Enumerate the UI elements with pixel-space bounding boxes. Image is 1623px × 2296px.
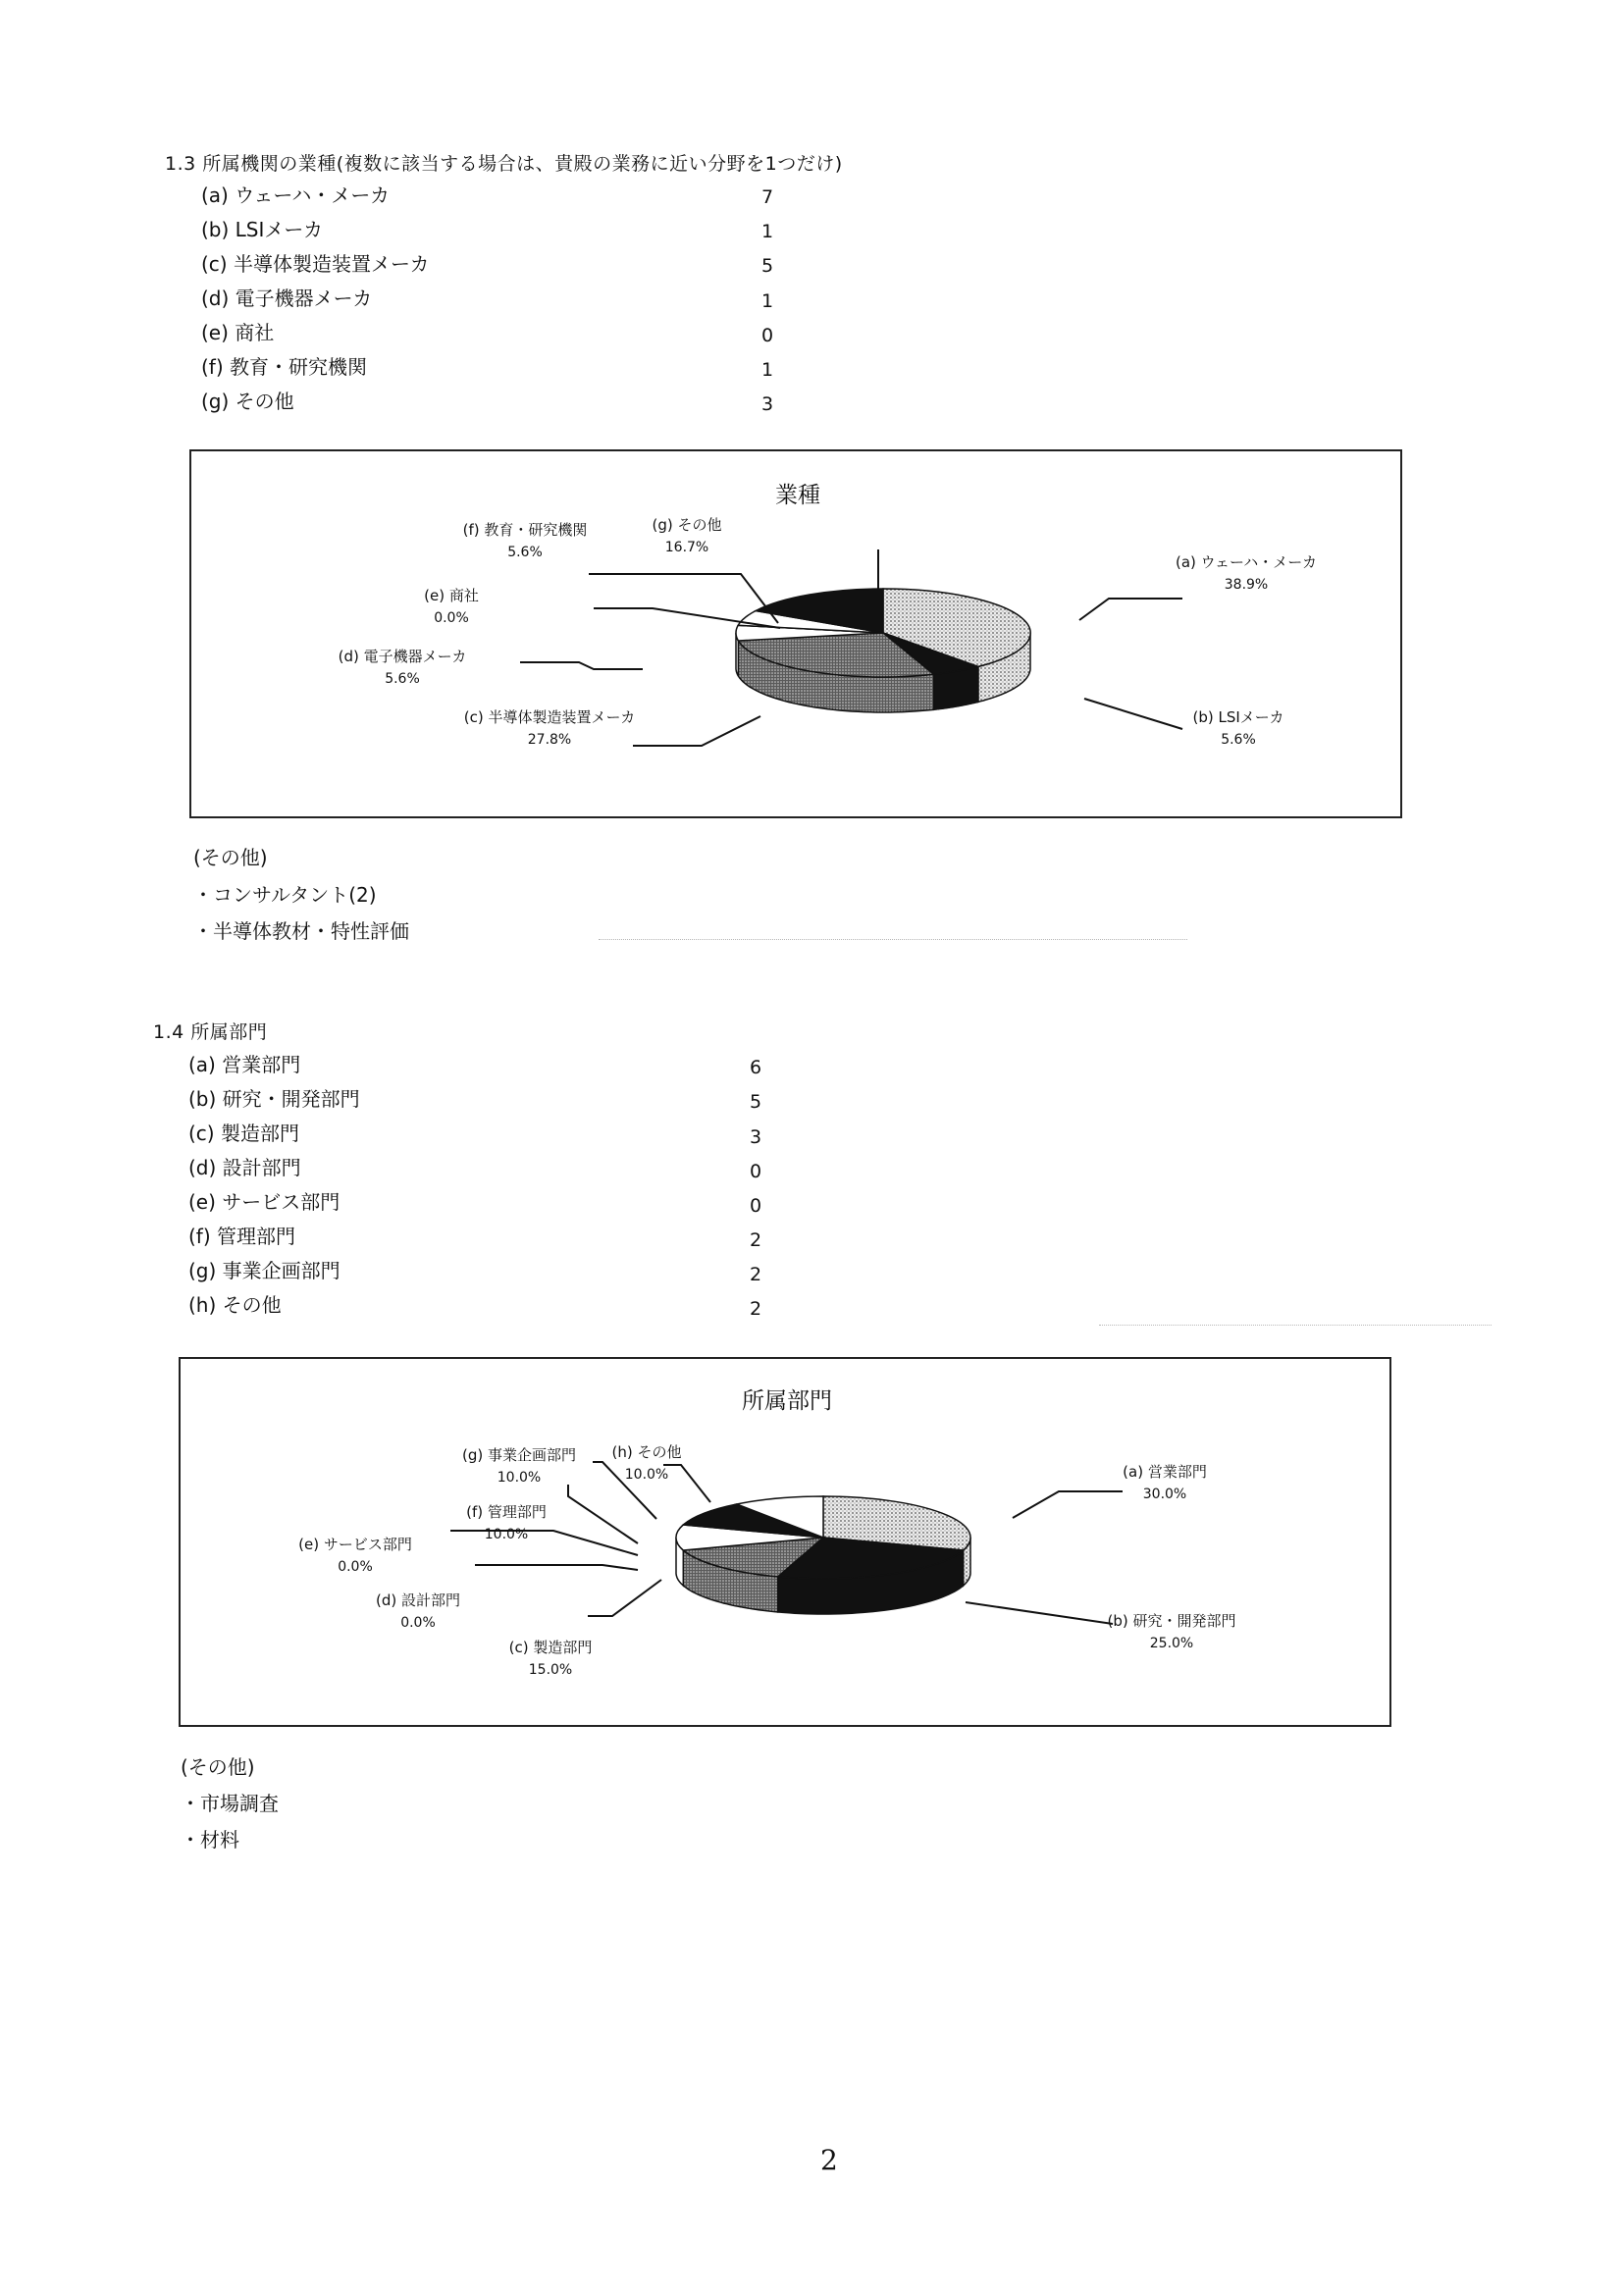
pie-3d	[736, 589, 1030, 712]
slice-percent: 15.0%	[528, 1662, 573, 1678]
list-item-label: (d) 設計部門	[188, 1156, 301, 1179]
slice-percent: 5.6%	[385, 671, 420, 687]
other-item: ・市場調査	[181, 1792, 279, 1815]
list-item-label: (b) LSIメーカ	[201, 218, 323, 241]
list-item-count: 0	[750, 1161, 762, 1182]
section-13-title: 1.3 所属機関の業種(複数に該当する場合は、貴殿の業務に近い分野を1つだけ)	[165, 153, 843, 175]
department-pie-svg	[181, 1359, 1389, 1725]
list-item-count: 0	[750, 1195, 762, 1217]
slice-label: (f) 教育・研究機関	[462, 521, 588, 539]
leader-line	[450, 1531, 638, 1555]
leader-line	[568, 1485, 638, 1543]
list-item-label: (h) その他	[188, 1293, 282, 1317]
list-item-count: 2	[750, 1264, 762, 1285]
list-item-count: 1	[761, 221, 774, 242]
list-item-label: (d) 電子機器メーカ	[201, 287, 373, 310]
list-item-count: 3	[761, 393, 774, 415]
other-item: ・半導体教材・特性評価	[193, 919, 409, 943]
department-pie-chart	[179, 1357, 1391, 1727]
list-item-label: (g) 事業企画部門	[188, 1259, 340, 1282]
list-item-label: (f) 教育・研究機関	[201, 355, 368, 379]
leader-line	[633, 716, 760, 746]
list-item-label: (f) 管理部門	[188, 1225, 296, 1248]
list-item-count: 3	[750, 1126, 762, 1148]
leader-line	[966, 1602, 1113, 1624]
scan-noise	[599, 939, 1187, 940]
slice-label: (h) その他	[611, 1443, 682, 1461]
list-item-count: 7	[761, 186, 774, 208]
slice-label: (f) 管理部門	[466, 1503, 547, 1521]
list-item-label: (a) ウェーハ・メーカ	[201, 183, 391, 207]
leader-line	[1013, 1491, 1123, 1518]
leader-line	[1079, 599, 1182, 620]
slice-percent: 30.0%	[1142, 1487, 1187, 1502]
pie-3d	[676, 1496, 970, 1614]
list-item-count: 2	[750, 1298, 762, 1320]
slice-percent: 16.7%	[664, 540, 709, 555]
list-item-label: (b) 研究・開発部門	[188, 1087, 360, 1111]
slice-percent: 0.0%	[434, 610, 469, 626]
list-item-count: 2	[750, 1229, 762, 1251]
list-item-label: (g) その他	[201, 390, 294, 413]
leader-line	[588, 1580, 661, 1616]
list-item-count: 0	[761, 325, 774, 346]
slice-percent: 0.0%	[400, 1615, 436, 1631]
slice-percent: 25.0%	[1149, 1636, 1194, 1651]
list-item-label: (a) 営業部門	[188, 1053, 301, 1076]
slice-label: (b) 研究・開発部門	[1107, 1612, 1236, 1630]
slice-percent: 5.6%	[1221, 732, 1256, 748]
slice-percent: 38.9%	[1224, 577, 1269, 593]
chart-title: 業種	[775, 483, 820, 508]
slice-label: (d) 電子機器メーカ	[338, 648, 467, 665]
leader-line	[663, 1465, 710, 1502]
other-heading: (その他)	[193, 846, 268, 869]
slice-percent: 27.8%	[527, 732, 572, 748]
slice-percent: 10.0%	[484, 1527, 529, 1542]
slice-label: (b) LSIメーカ	[1192, 708, 1284, 726]
list-item-label: (e) 商社	[201, 321, 275, 344]
slice-label: (e) 商社	[424, 587, 479, 604]
slice-label: (a) 営業部門	[1123, 1463, 1207, 1481]
list-item-count: 1	[761, 290, 774, 312]
list-item-count: 1	[761, 359, 774, 381]
slice-percent: 10.0%	[497, 1470, 542, 1486]
slice-label: (c) 製造部門	[508, 1639, 593, 1656]
slice-label: (g) 事業企画部門	[462, 1446, 576, 1464]
slice-label: (c) 半導体製造装置メーカ	[463, 708, 636, 726]
leader-line	[475, 1565, 638, 1570]
other-item: ・コンサルタント(2)	[193, 883, 377, 907]
list-item-label: (c) 半導体製造装置メーカ	[201, 252, 430, 276]
list-item-count: 5	[761, 255, 774, 277]
slice-percent: 0.0%	[338, 1559, 373, 1575]
other-heading: (その他)	[181, 1755, 255, 1779]
list-item-count: 5	[750, 1091, 762, 1113]
list-item-label: (c) 製造部門	[188, 1122, 299, 1145]
page-number: 2	[820, 2144, 838, 2176]
scan-noise	[1099, 1325, 1492, 1326]
slice-label: (a) ウェーハ・メーカ	[1175, 553, 1318, 571]
other-item: ・材料	[181, 1828, 239, 1852]
leader-line	[1084, 699, 1182, 729]
slice-label: (d) 設計部門	[376, 1592, 460, 1609]
slice-percent: 10.0%	[624, 1467, 669, 1483]
section-14-title: 1.4 所属部門	[153, 1021, 268, 1043]
leader-line	[520, 662, 643, 669]
list-item-label: (e) サービス部門	[188, 1190, 340, 1214]
slice-label: (e) サービス部門	[298, 1536, 412, 1553]
industry-pie-svg	[191, 451, 1400, 816]
slice-percent: 5.6%	[507, 545, 543, 560]
chart-title: 所属部門	[742, 1388, 832, 1414]
list-item-count: 6	[750, 1057, 762, 1078]
industry-pie-chart	[189, 449, 1402, 818]
slice-label: (g) その他	[652, 516, 722, 534]
